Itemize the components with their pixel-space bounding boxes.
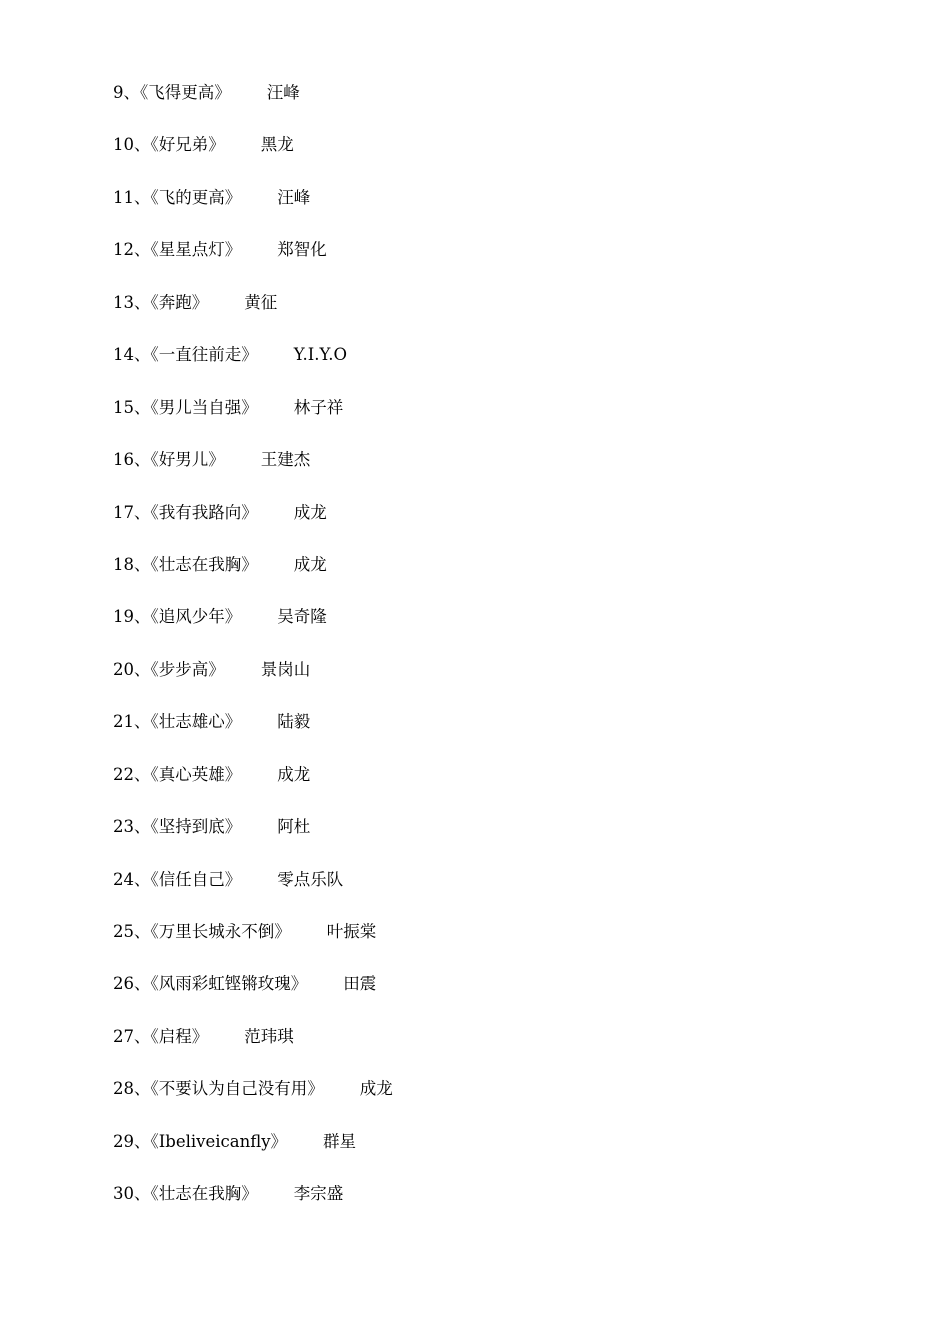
- item-number: 17、: [113, 502, 151, 522]
- list-item: [113, 80, 393, 132]
- list-item: [113, 185, 393, 237]
- item-number: 11、: [113, 187, 151, 207]
- song-artist: 郑智化: [277, 240, 327, 260]
- list-item: [113, 342, 393, 394]
- song-title: 《星星点灯》: [150, 240, 242, 260]
- song-title: 《壮志在我胸》: [150, 1184, 258, 1204]
- song-artist: 成龙: [277, 764, 311, 784]
- item-number: 24、: [113, 869, 151, 889]
- item-number: 30、: [113, 1184, 151, 1204]
- item-number: 15、: [113, 397, 151, 417]
- song-artist: 景岗山: [260, 659, 311, 679]
- item-number: 10、: [113, 135, 151, 155]
- song-artist: 成龙: [293, 554, 327, 574]
- song-artist: Y.I.Y.O: [293, 345, 348, 365]
- song-title: 《壮志雄心》: [150, 712, 242, 732]
- song-title: 《万里长城永不倒》: [150, 922, 291, 941]
- song-artist: 李宗盛: [293, 1184, 344, 1204]
- item-number: 26、: [113, 974, 151, 994]
- list-item: [113, 709, 393, 761]
- list-item: [113, 290, 393, 342]
- item-number: 27、: [113, 1026, 151, 1046]
- item-number: 14、: [113, 345, 151, 365]
- song-artist: 零点乐队: [277, 869, 344, 889]
- song-title: 《一直往前走》: [150, 345, 258, 365]
- item-number: 29、: [113, 1131, 151, 1151]
- list-item: [113, 395, 393, 447]
- song-title: 《奔跑》: [150, 292, 209, 312]
- list-item: [113, 604, 393, 656]
- song-artist: 范玮琪: [244, 1026, 294, 1046]
- list-item: [113, 500, 393, 552]
- list-item: [113, 867, 393, 919]
- item-number: 12、: [113, 240, 151, 260]
- song-title: 《飞得更高》: [140, 83, 231, 102]
- item-number: 28、: [113, 1079, 151, 1099]
- song-title: 《Ibeliveicanfly》: [150, 1131, 288, 1151]
- list-item: [113, 1024, 393, 1076]
- list-item: [113, 1076, 393, 1128]
- list-item: [113, 447, 393, 499]
- song-artist: 群星: [323, 1131, 357, 1151]
- song-title: 《好男儿》: [150, 450, 225, 470]
- song-title: 《启程》: [150, 1026, 209, 1046]
- song-artist: 陆毅: [277, 712, 311, 732]
- item-number: 21、: [113, 712, 151, 732]
- song-title: 《飞的更高》: [150, 187, 242, 207]
- item-number: 9、: [113, 83, 140, 102]
- song-artist: 叶振棠: [326, 922, 377, 941]
- song-title: 《真心英雄》: [150, 764, 242, 784]
- song-title: 《好兄弟》: [150, 135, 225, 155]
- song-artist: 黄征: [244, 292, 278, 312]
- song-artist: 林子祥: [293, 397, 344, 417]
- item-number: 25、: [113, 922, 151, 941]
- list-item: [113, 1181, 393, 1233]
- song-artist: 吴奇隆: [277, 607, 327, 627]
- list-item: [113, 762, 393, 814]
- item-number: 13、: [113, 292, 151, 312]
- list-item: [113, 971, 393, 1023]
- item-number: 20、: [113, 659, 151, 679]
- song-title: 《步步高》: [150, 659, 225, 679]
- item-number: 16、: [113, 450, 151, 470]
- list-item: [113, 237, 393, 289]
- song-artist: 汪峰: [277, 187, 311, 207]
- song-title: 《男儿当自强》: [150, 397, 258, 417]
- list-item: [113, 657, 393, 709]
- song-artist: 成龙: [359, 1079, 393, 1099]
- item-number: 18、: [113, 554, 151, 574]
- song-artist: 王建杰: [260, 450, 311, 470]
- song-title: 《我有我路向》: [150, 502, 258, 522]
- song-artist: 成龙: [293, 502, 327, 522]
- song-title: 《风雨彩虹铿锵玫瑰》: [150, 974, 308, 994]
- song-artist: 黑龙: [260, 135, 294, 155]
- item-number: 19、: [113, 607, 151, 627]
- song-title: 《追风少年》: [150, 607, 242, 627]
- song-title: 《不要认为自己没有用》: [150, 1079, 324, 1099]
- list-item: [113, 552, 393, 604]
- song-title: 《信任自己》: [150, 869, 242, 889]
- list-item: [113, 814, 393, 866]
- list-item: [113, 919, 393, 971]
- song-list: [113, 80, 393, 1234]
- list-item: [113, 1129, 393, 1181]
- song-artist: 阿杜: [277, 817, 311, 837]
- song-artist: 田震: [343, 974, 377, 994]
- song-title: 《坚持到底》: [150, 817, 242, 837]
- item-number: 23、: [113, 817, 151, 837]
- song-title: 《壮志在我胸》: [150, 554, 258, 574]
- song-artist: 汪峰: [266, 83, 300, 102]
- list-item: [113, 132, 393, 184]
- item-number: 22、: [113, 764, 151, 784]
